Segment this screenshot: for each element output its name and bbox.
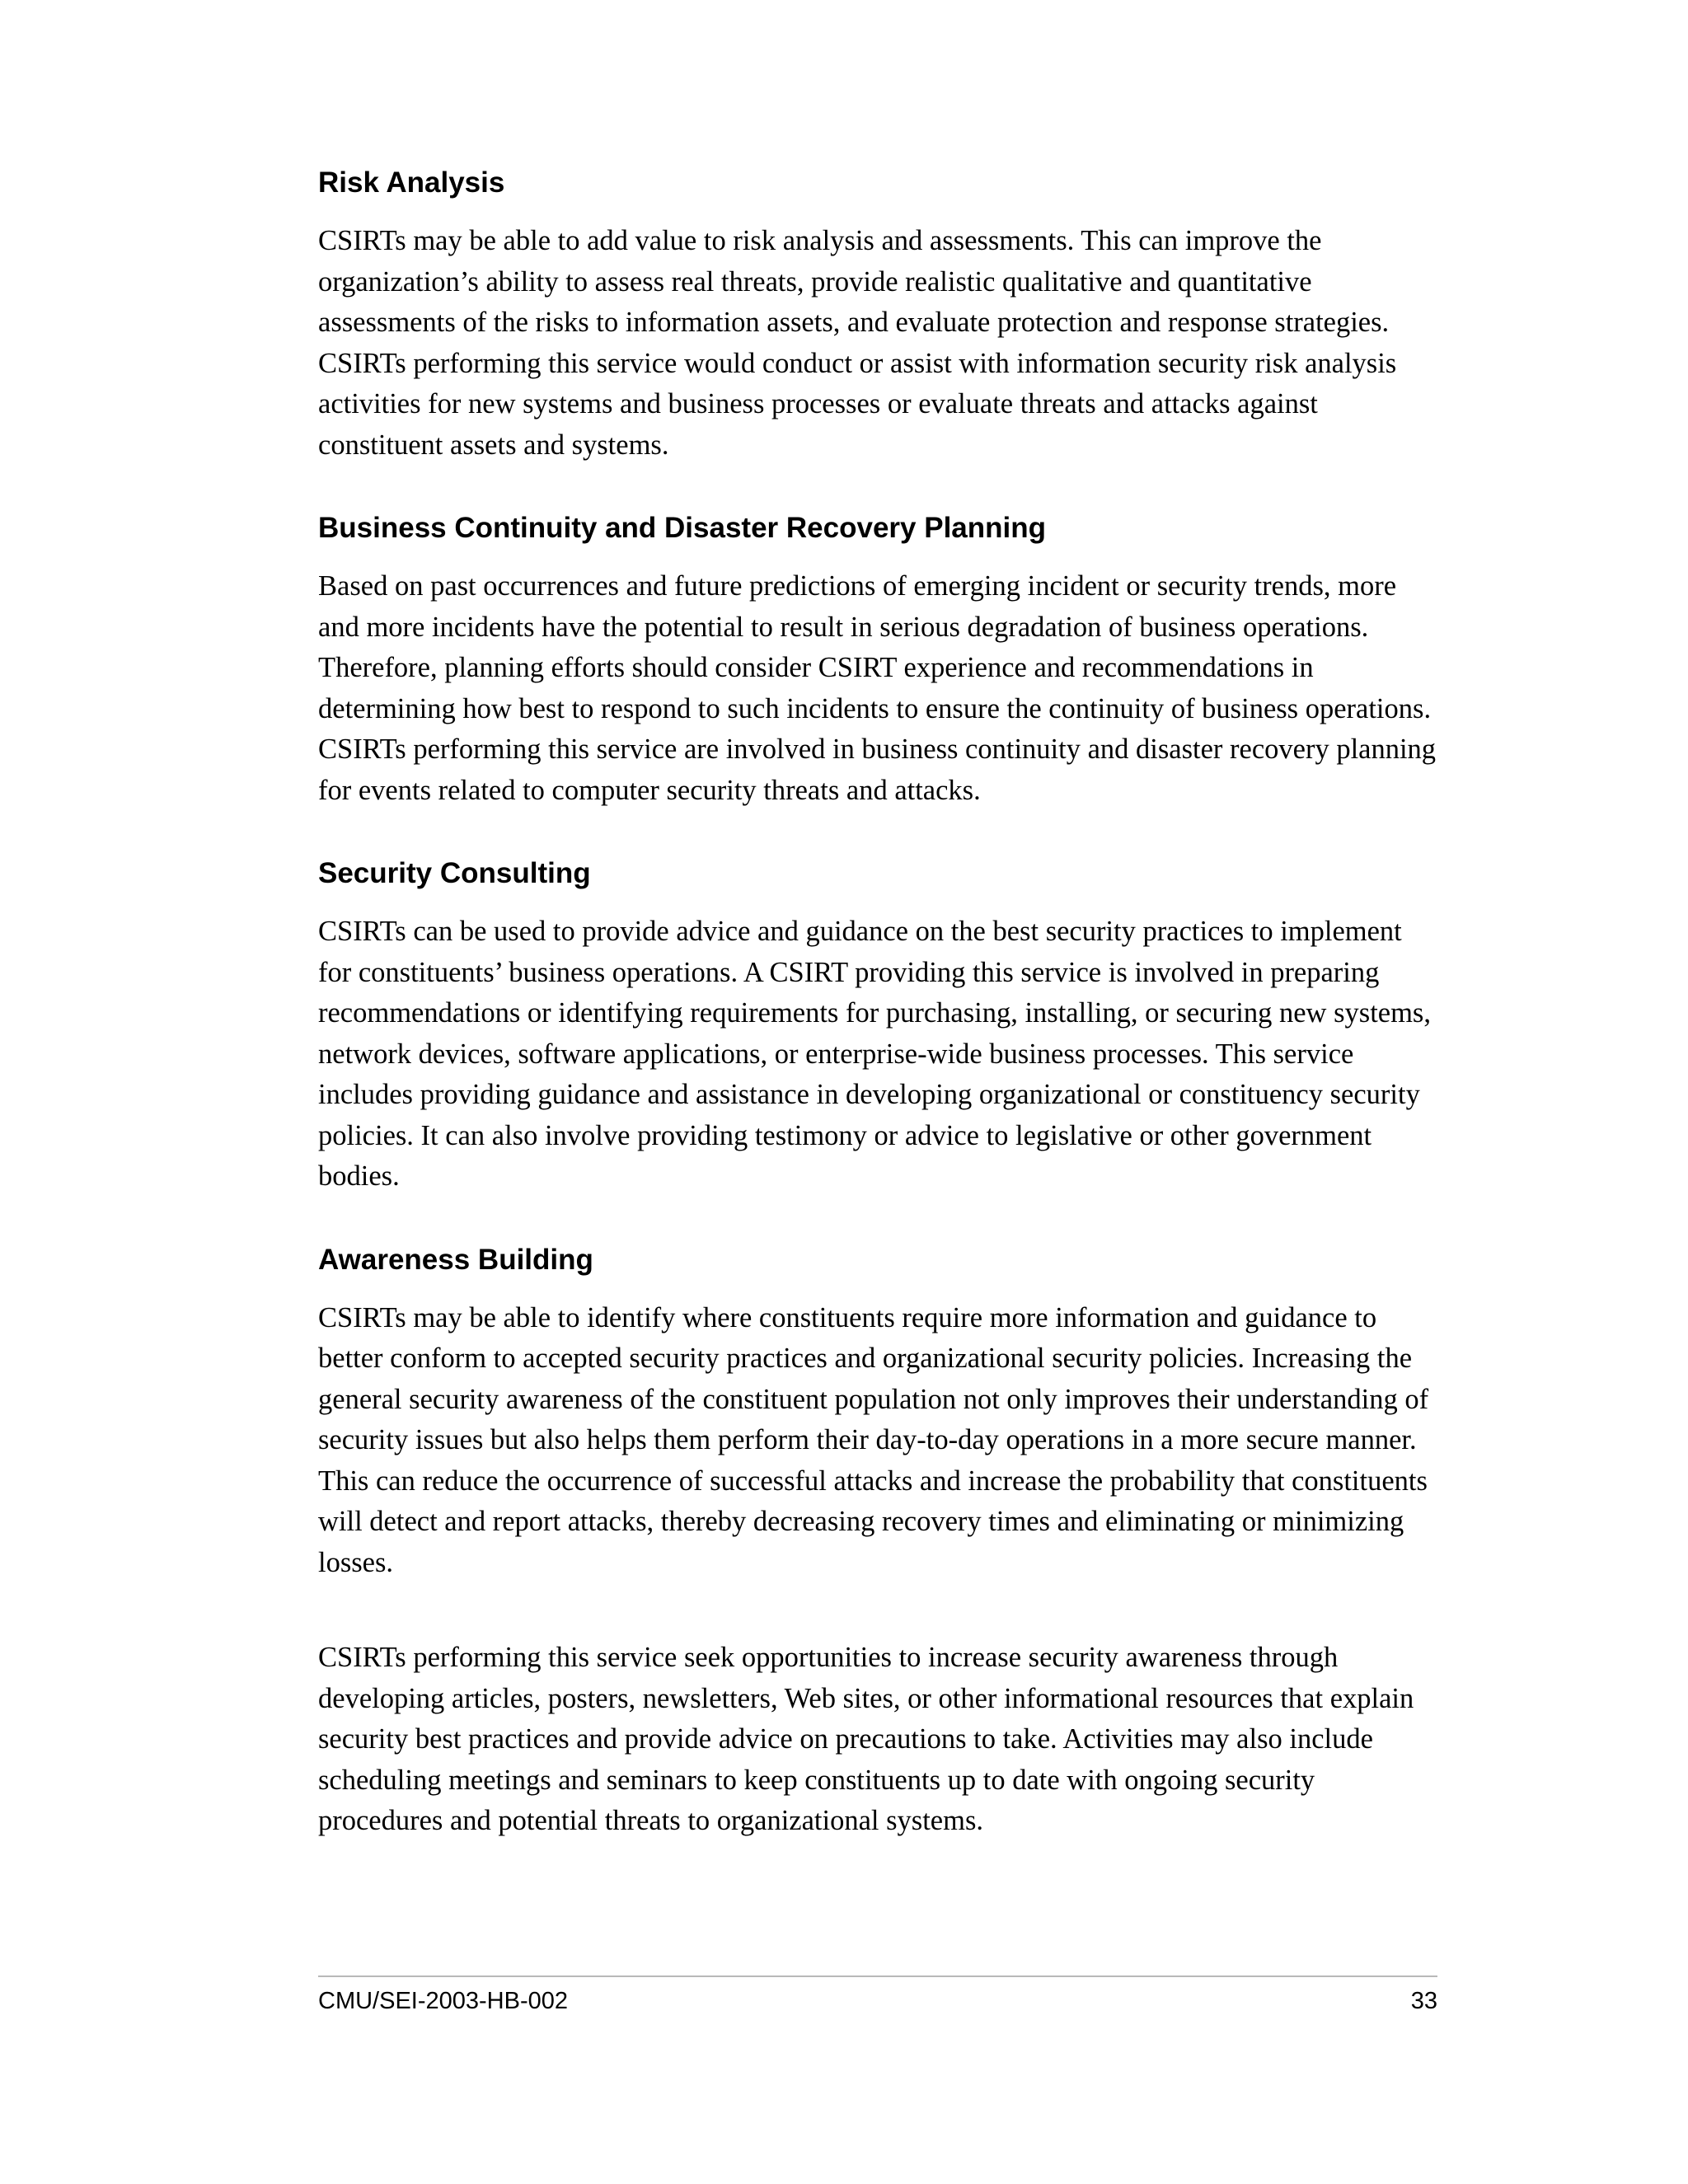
section-risk-analysis [318,165,1437,466]
section-heading: Business Continuity and Disaster Recovery Planning [318,512,1046,544]
footer-divider [318,1975,1437,1977]
section-business-continuity [318,510,1437,811]
section-paragraph: CSIRTs may be able to add value to risk analysis and assessments. This can improve the organization’s ability to assess real threats, provide realistic qualitative and quantitative assessments of the risks to information assets, and evaluate protection and response strategies. CSIRTs performing this service would conduct or assist with information security risk analysis activities for new systems and business processes or evaluate threats and attacks against constituent assets and systems. [318,225,1397,461]
section-paragraph: CSIRTs may be able to identify where constituents require more information and guidance to better conform to accepted security practices and organizational security policies. Increasing the general security awareness of the constituent population not only improves their understanding of security issues but also helps them perform their day-to-day operations in a more secure manner. This can reduce the occurrence of successful attacks and increase the probability that constituents will detect and report attacks, thereby decreasing recovery times and eliminating or minimizing losses. [318,1301,1429,1578]
section-paragraph: CSIRTs can be used to provide advice and guidance on the best security practices to implement for constituents’ business operations. A CSIRT providing this service is involved in preparing recommendations or identifying requirements for purchasing, installing, or securing new systems, network devices, software applications, or enterprise-wide business processes. This service includes providing guidance and assistance in developing organizational or constituency security policies. It can also involve providing testimony or advice to legislative or other government bodies. [318,916,1431,1192]
section-heading: Security Consulting [318,857,591,889]
section-paragraph: Based on past occurrences and future predictions of emerging incident or security trends, more and more incidents have the potential to result in serious degradation of business operations. Therefore, planning efforts should consider CSIRT experience and recommendations in determining how best to respond to such incidents to ensure the continuity of business operations. CSIRTs performing this service are involved in business continuity and disaster recovery planning for events related to computer security threats and attacks. [318,570,1437,806]
section-heading: Risk Analysis [318,166,505,199]
footer-document-id: CMU/SEI-2003-HB-002 [318,1988,568,2014]
section-security-consulting [318,855,1437,1197]
page-body [318,165,1437,1886]
section-heading: Awareness Building [318,1243,593,1276]
section-awareness-building [318,1242,1437,1842]
footer-page-number: 33 [1410,1988,1437,2014]
section-paragraph: CSIRTs performing this service seek opportunities to increase security awareness through developing articles, posters, newsletters, Web sites, or other informational resources that explain security best practices and provide advice on precautions to take. Activities may also include scheduling meetings and seminars to keep constituents up to date with ongoing security procedures and potential threats to organizational systems. [318,1642,1414,1836]
